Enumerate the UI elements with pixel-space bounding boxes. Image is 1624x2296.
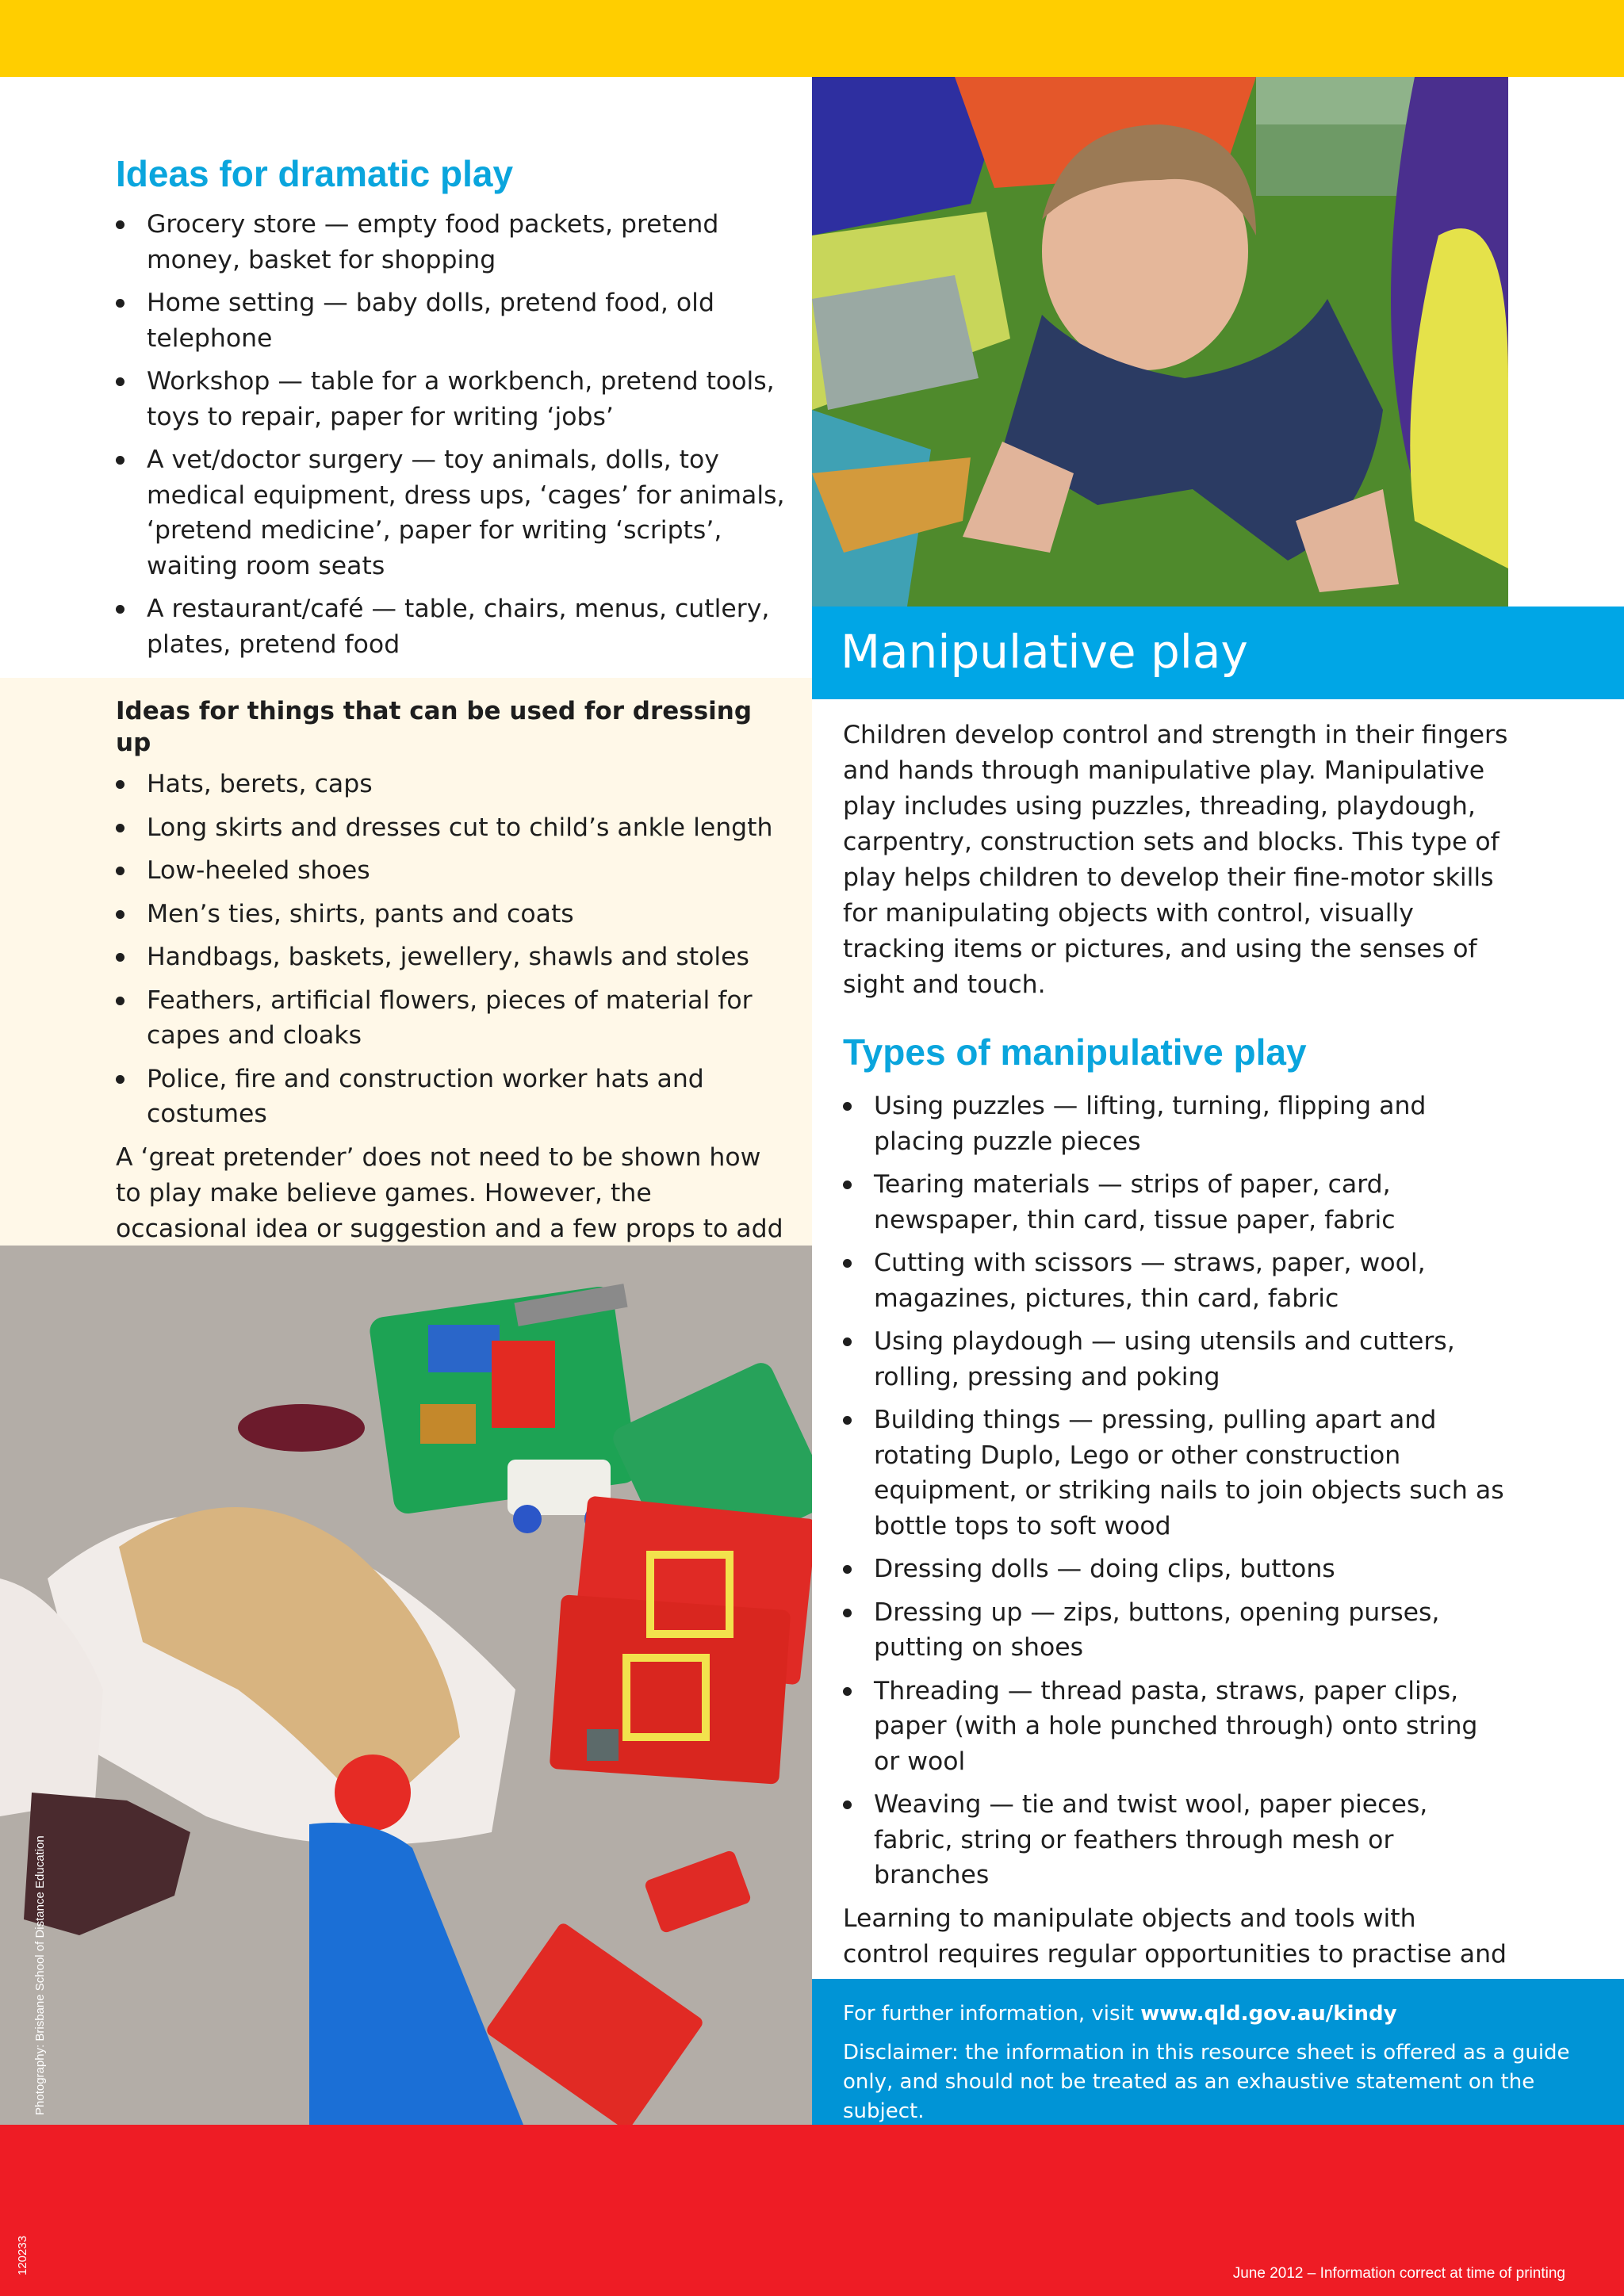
further-information-line xyxy=(843,1999,1594,2029)
dressing-up-section xyxy=(0,678,812,1246)
dressing-up-heading: Ideas for things that can be used for dressing up xyxy=(116,697,753,757)
photo-credit: Photography: Brisbane School of Distance Education xyxy=(33,1835,47,2115)
list-item: Low-heeled shoes xyxy=(116,853,790,889)
manipulative-play-content xyxy=(843,718,1509,2008)
disclaimer-text: Disclaimer: the information in this resource sheet is offered as a guide only, and should not be treated as an exhaustive statement on the subject. xyxy=(843,2041,1570,2123)
list-item: Dressing dolls — doing clips, buttons xyxy=(843,1552,1509,1587)
list-item: Men’s ties, shirts, pants and coats xyxy=(116,897,790,932)
dressing-up-list xyxy=(116,767,790,1132)
list-item: Dressing up — zips, buttons, opening purses, putting on shoes xyxy=(843,1595,1509,1666)
list-item: Tearing materials — strips of paper, card, newspaper, thin card, tissue paper, fabric xyxy=(843,1167,1509,1238)
list-item: Handbags, baskets, jewellery, shawls and stoles xyxy=(116,939,790,975)
manipulative-play-title: Manipulative play xyxy=(841,625,1248,679)
manipulative-outro-paragraph: Learning to manipulate objects and tools with control requires regular opportunities to practise and xyxy=(843,1904,1507,1969)
list-item: Weaving — tie and twist wool, paper pieces, fabric, string or feathers through mesh or branches xyxy=(843,1787,1509,1893)
list-item: Threading — thread pasta, straws, paper clips, paper (with a hole punched through) onto string or wool xyxy=(843,1674,1509,1780)
document-code: 120233 xyxy=(16,2235,29,2275)
top-color-bar xyxy=(0,0,1624,77)
dramatic-play-list xyxy=(116,207,790,662)
types-list xyxy=(843,1089,1509,1893)
list-item: Using puzzles — lifting, turning, flipping and placing puzzle pieces xyxy=(843,1089,1509,1159)
list-item: Home setting — baby dolls, pretend food, old telephone xyxy=(116,285,790,356)
types-heading: Types of manipulative play xyxy=(843,1031,1307,1073)
further-information-box xyxy=(812,1979,1624,2125)
list-item: Using playdough — using utensils and cutters, rolling, pressing and poking xyxy=(843,1324,1509,1395)
list-item: A vet/doctor surgery — toy animals, dolls, toy medical equipment, dress ups, ‘cages’ for animals, ‘pretend medicine’, paper for writing ‘scripts’, waiting room seats xyxy=(116,442,790,584)
dramatic-play-section xyxy=(0,77,812,678)
manipulative-intro-paragraph: Children develop control and strength in their fingers and hands through manipulative play. Manipulative play includes using puzzles, threading, playdough, carpentry, construction sets and blocks. This type of play helps children to develop their fine-motor skills for manipulating objects with control, visually tracking items or pictures, and using the senses of sight and touch. xyxy=(843,721,1508,999)
list-item: Workshop — table for a workbench, pretend tools, toys to repair, paper for writing ‘jobs’ xyxy=(116,364,790,434)
list-item: Hats, berets, caps xyxy=(116,767,790,802)
photo-boy-crawling xyxy=(812,77,1508,607)
further-information-prefix: For further information, visit xyxy=(843,2002,1141,2026)
list-item: A restaurant/café — table, chairs, menus, cutlery, plates, pretend food xyxy=(116,591,790,662)
list-item: Building things — pressing, pulling apart and rotating Duplo, Lego or other construction equipment, or striking nails to join objects such as bottle tops to soft wood xyxy=(843,1402,1509,1544)
list-item: Cutting with scissors — straws, paper, wool, magazines, pictures, thin card, fabric xyxy=(843,1246,1509,1316)
list-item: Grocery store — empty food packets, pretend money, basket for shopping xyxy=(116,207,790,277)
list-item: Feathers, artificial flowers, pieces of material for capes and cloaks xyxy=(116,983,790,1054)
list-item: Long skirts and dresses cut to child’s ankle length xyxy=(116,810,790,846)
kindy-website-link[interactable]: www.qld.gov.au/kindy xyxy=(1140,2002,1397,2026)
print-date-note: June 2012 – Information correct at time of printing xyxy=(1232,2265,1565,2282)
dramatic-play-heading: Ideas for dramatic play xyxy=(116,153,514,194)
photo-girl-with-blocks xyxy=(0,1246,812,2125)
list-item: Police, fire and construction worker hats and costumes xyxy=(116,1062,790,1132)
manipulative-play-banner xyxy=(812,607,1624,699)
pretender-paragraph: A ‘great pretender’ does not need to be shown how to play make believe games. However, the occasional idea or suggestion and a few props to add xyxy=(116,1142,783,1243)
